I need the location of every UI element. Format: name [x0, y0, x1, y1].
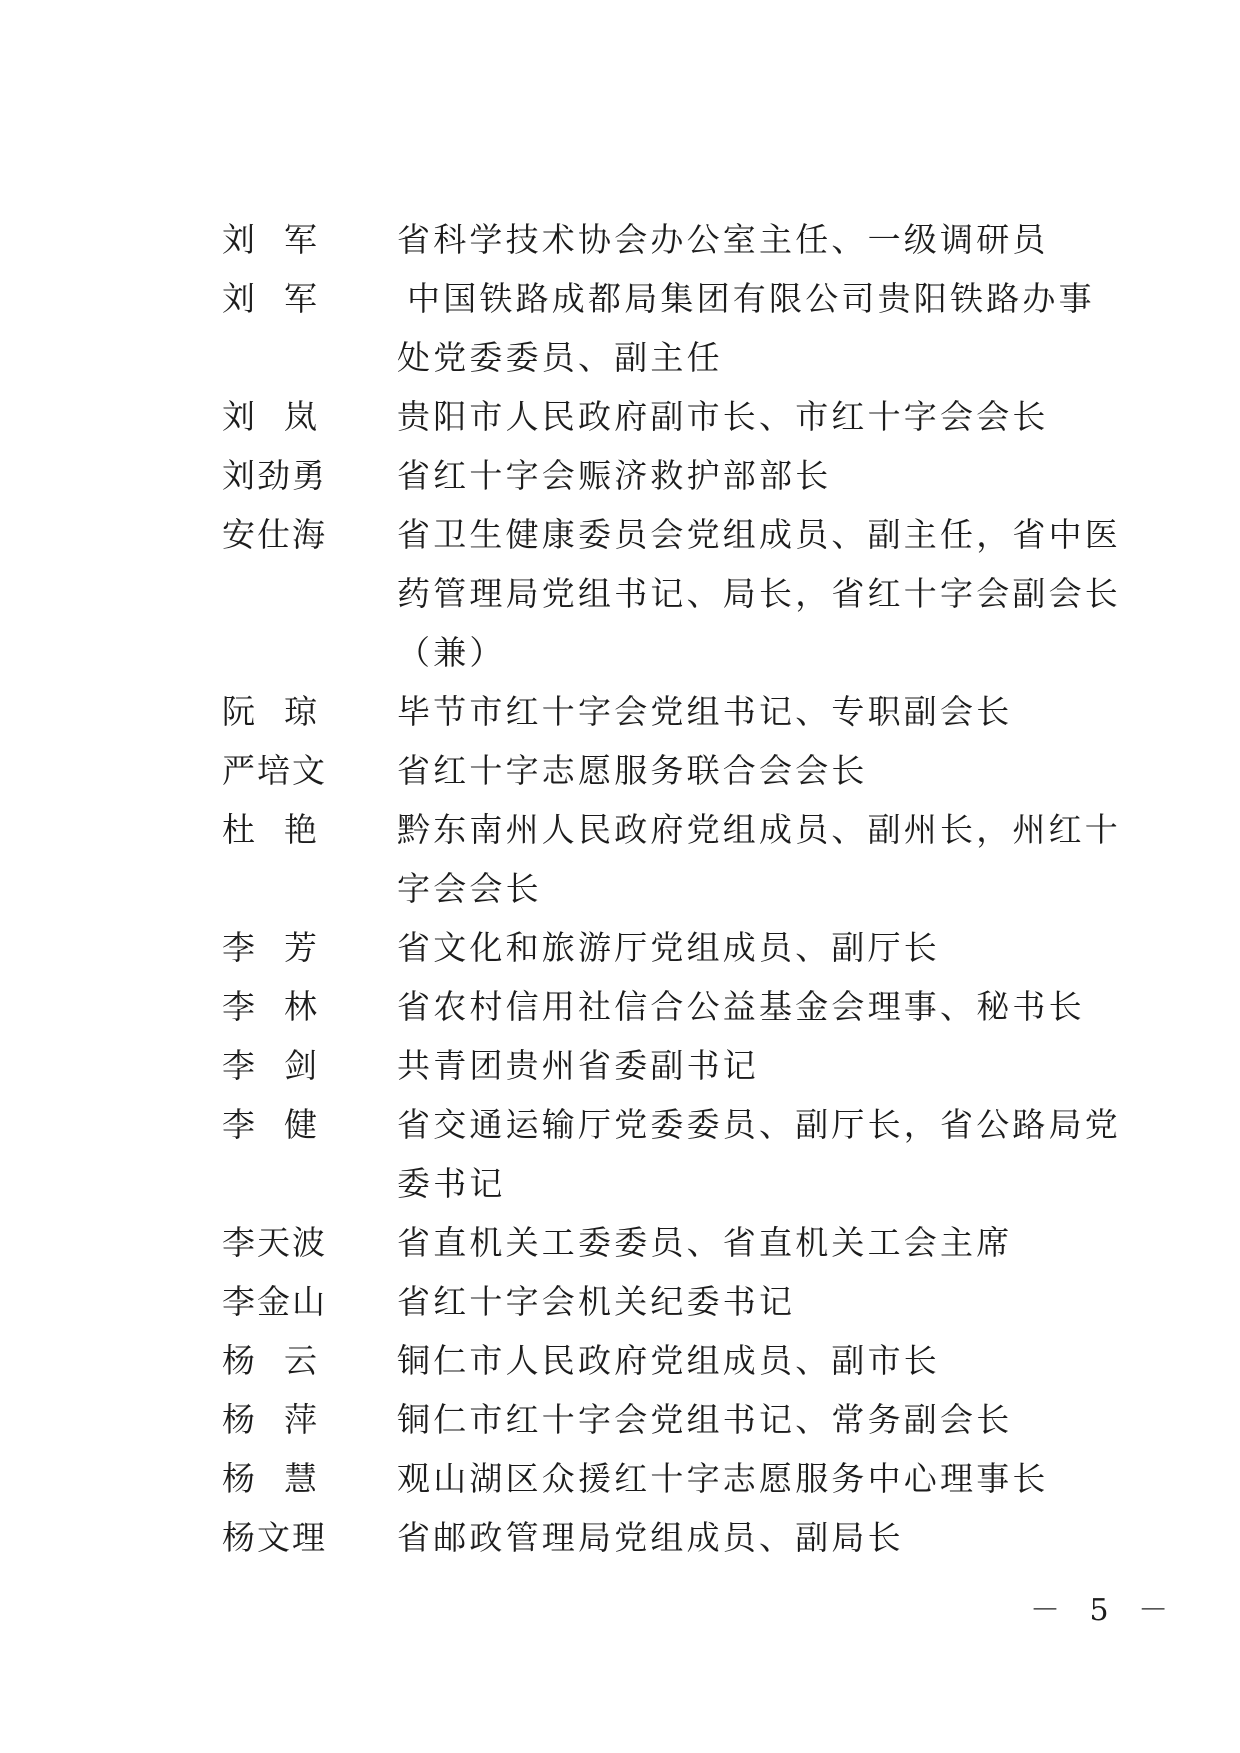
name-char: 杨 [222, 1400, 257, 1439]
member-name: 李金山 [222, 1282, 327, 1321]
list-item [222, 446, 1122, 505]
member-name [222, 682, 319, 741]
list-item [222, 1508, 1122, 1567]
member-name [222, 918, 319, 977]
member-title: 铜仁市红十字会党组书记、常务副会长 [397, 1400, 1013, 1439]
name-char: 艳 [284, 810, 319, 849]
name-char: 李 [222, 928, 257, 967]
member-name: 严培文 [222, 751, 327, 790]
member-name [222, 269, 319, 328]
member-title: 毕节市红十字会党组书记、专职副会长 [397, 692, 1013, 731]
name-char: 健 [284, 1105, 319, 1144]
list-item [222, 269, 1122, 387]
list-item [222, 800, 1122, 918]
member-title: 共青团贵州省委副书记 [397, 1046, 759, 1085]
member-title: 黔东南州人民政府党组成员、副州长，州红十字会会长 [397, 810, 1121, 908]
name-char: 刘 [222, 397, 257, 436]
member-name [222, 1390, 319, 1449]
member-name [222, 387, 319, 446]
list-item [222, 682, 1122, 741]
member-name: 刘劲勇 [222, 456, 327, 495]
name-char: 李 [222, 987, 257, 1026]
list-item [222, 1331, 1122, 1390]
member-name [222, 1036, 319, 1095]
member-name [222, 977, 319, 1036]
name-char: 李 [222, 1105, 257, 1144]
name-char: 刘 [222, 220, 257, 259]
list-item [222, 1095, 1122, 1213]
list-item [222, 741, 1122, 800]
list-item [222, 505, 1122, 682]
member-name: 安仕海 [222, 515, 327, 554]
member-name [222, 1331, 319, 1390]
member-title: 省卫生健康委员会党组成员、副主任，省中医药管理局党组书记、局长，省红十字会副会长（兼） [397, 515, 1121, 672]
list-item [222, 1036, 1122, 1095]
member-name [222, 210, 319, 269]
member-list [222, 210, 1122, 1567]
list-item [222, 1272, 1122, 1331]
name-char: 李 [222, 1046, 257, 1085]
name-char: 慧 [284, 1459, 319, 1498]
member-title: 省红十字志愿服务联合会会长 [397, 751, 868, 790]
name-char: 林 [284, 987, 319, 1026]
list-item [222, 210, 1122, 269]
list-item [222, 1390, 1122, 1449]
member-title: 省文化和旅游厅党组成员、副厅长 [397, 928, 940, 967]
list-item [222, 1213, 1122, 1272]
member-title: 省科学技术协会办公室主任、一级调研员 [397, 220, 1049, 259]
name-char: 萍 [284, 1400, 319, 1439]
member-title: 中国铁路成都局集团有限公司贵阳铁路办事处党委委员、副主任 [397, 279, 1095, 377]
member-title: 省交通运输厅党委委员、副厅长，省公路局党委书记 [397, 1105, 1121, 1203]
member-title: 省红十字会赈济救护部部长 [397, 456, 832, 495]
list-item [222, 977, 1122, 1036]
name-char: 军 [284, 279, 319, 318]
member-name [222, 1095, 319, 1154]
member-name: 李天波 [222, 1223, 327, 1262]
name-char: 军 [284, 220, 319, 259]
member-name [222, 1449, 319, 1508]
name-char: 刘 [222, 279, 257, 318]
name-char: 琼 [284, 692, 319, 731]
name-char: 剑 [284, 1046, 319, 1085]
name-char: 岚 [284, 397, 319, 436]
member-title: 省直机关工委委员、省直机关工会主席 [397, 1223, 1013, 1262]
member-title: 省农村信用社信合公益基金会理事、秘书长 [397, 987, 1085, 1026]
list-item [222, 918, 1122, 977]
member-name: 杨文理 [222, 1518, 327, 1557]
member-title: 观山湖区众援红十字志愿服务中心理事长 [397, 1459, 1049, 1498]
member-title: 省邮政管理局党组成员、副局长 [397, 1518, 904, 1557]
name-char: 阮 [222, 692, 257, 731]
list-item [222, 387, 1122, 446]
name-char: 杨 [222, 1341, 257, 1380]
name-char: 杨 [222, 1459, 257, 1498]
page-number: － 5 － [1030, 1593, 1179, 1628]
name-char: 杜 [222, 810, 257, 849]
name-char: 云 [284, 1341, 319, 1380]
member-title: 省红十字会机关纪委书记 [397, 1282, 796, 1321]
member-title: 贵阳市人民政府副市长、市红十字会会长 [397, 397, 1049, 436]
list-item [222, 1449, 1122, 1508]
member-title: 铜仁市人民政府党组成员、副市长 [397, 1341, 940, 1380]
name-char: 芳 [284, 928, 319, 967]
member-name [222, 800, 319, 859]
